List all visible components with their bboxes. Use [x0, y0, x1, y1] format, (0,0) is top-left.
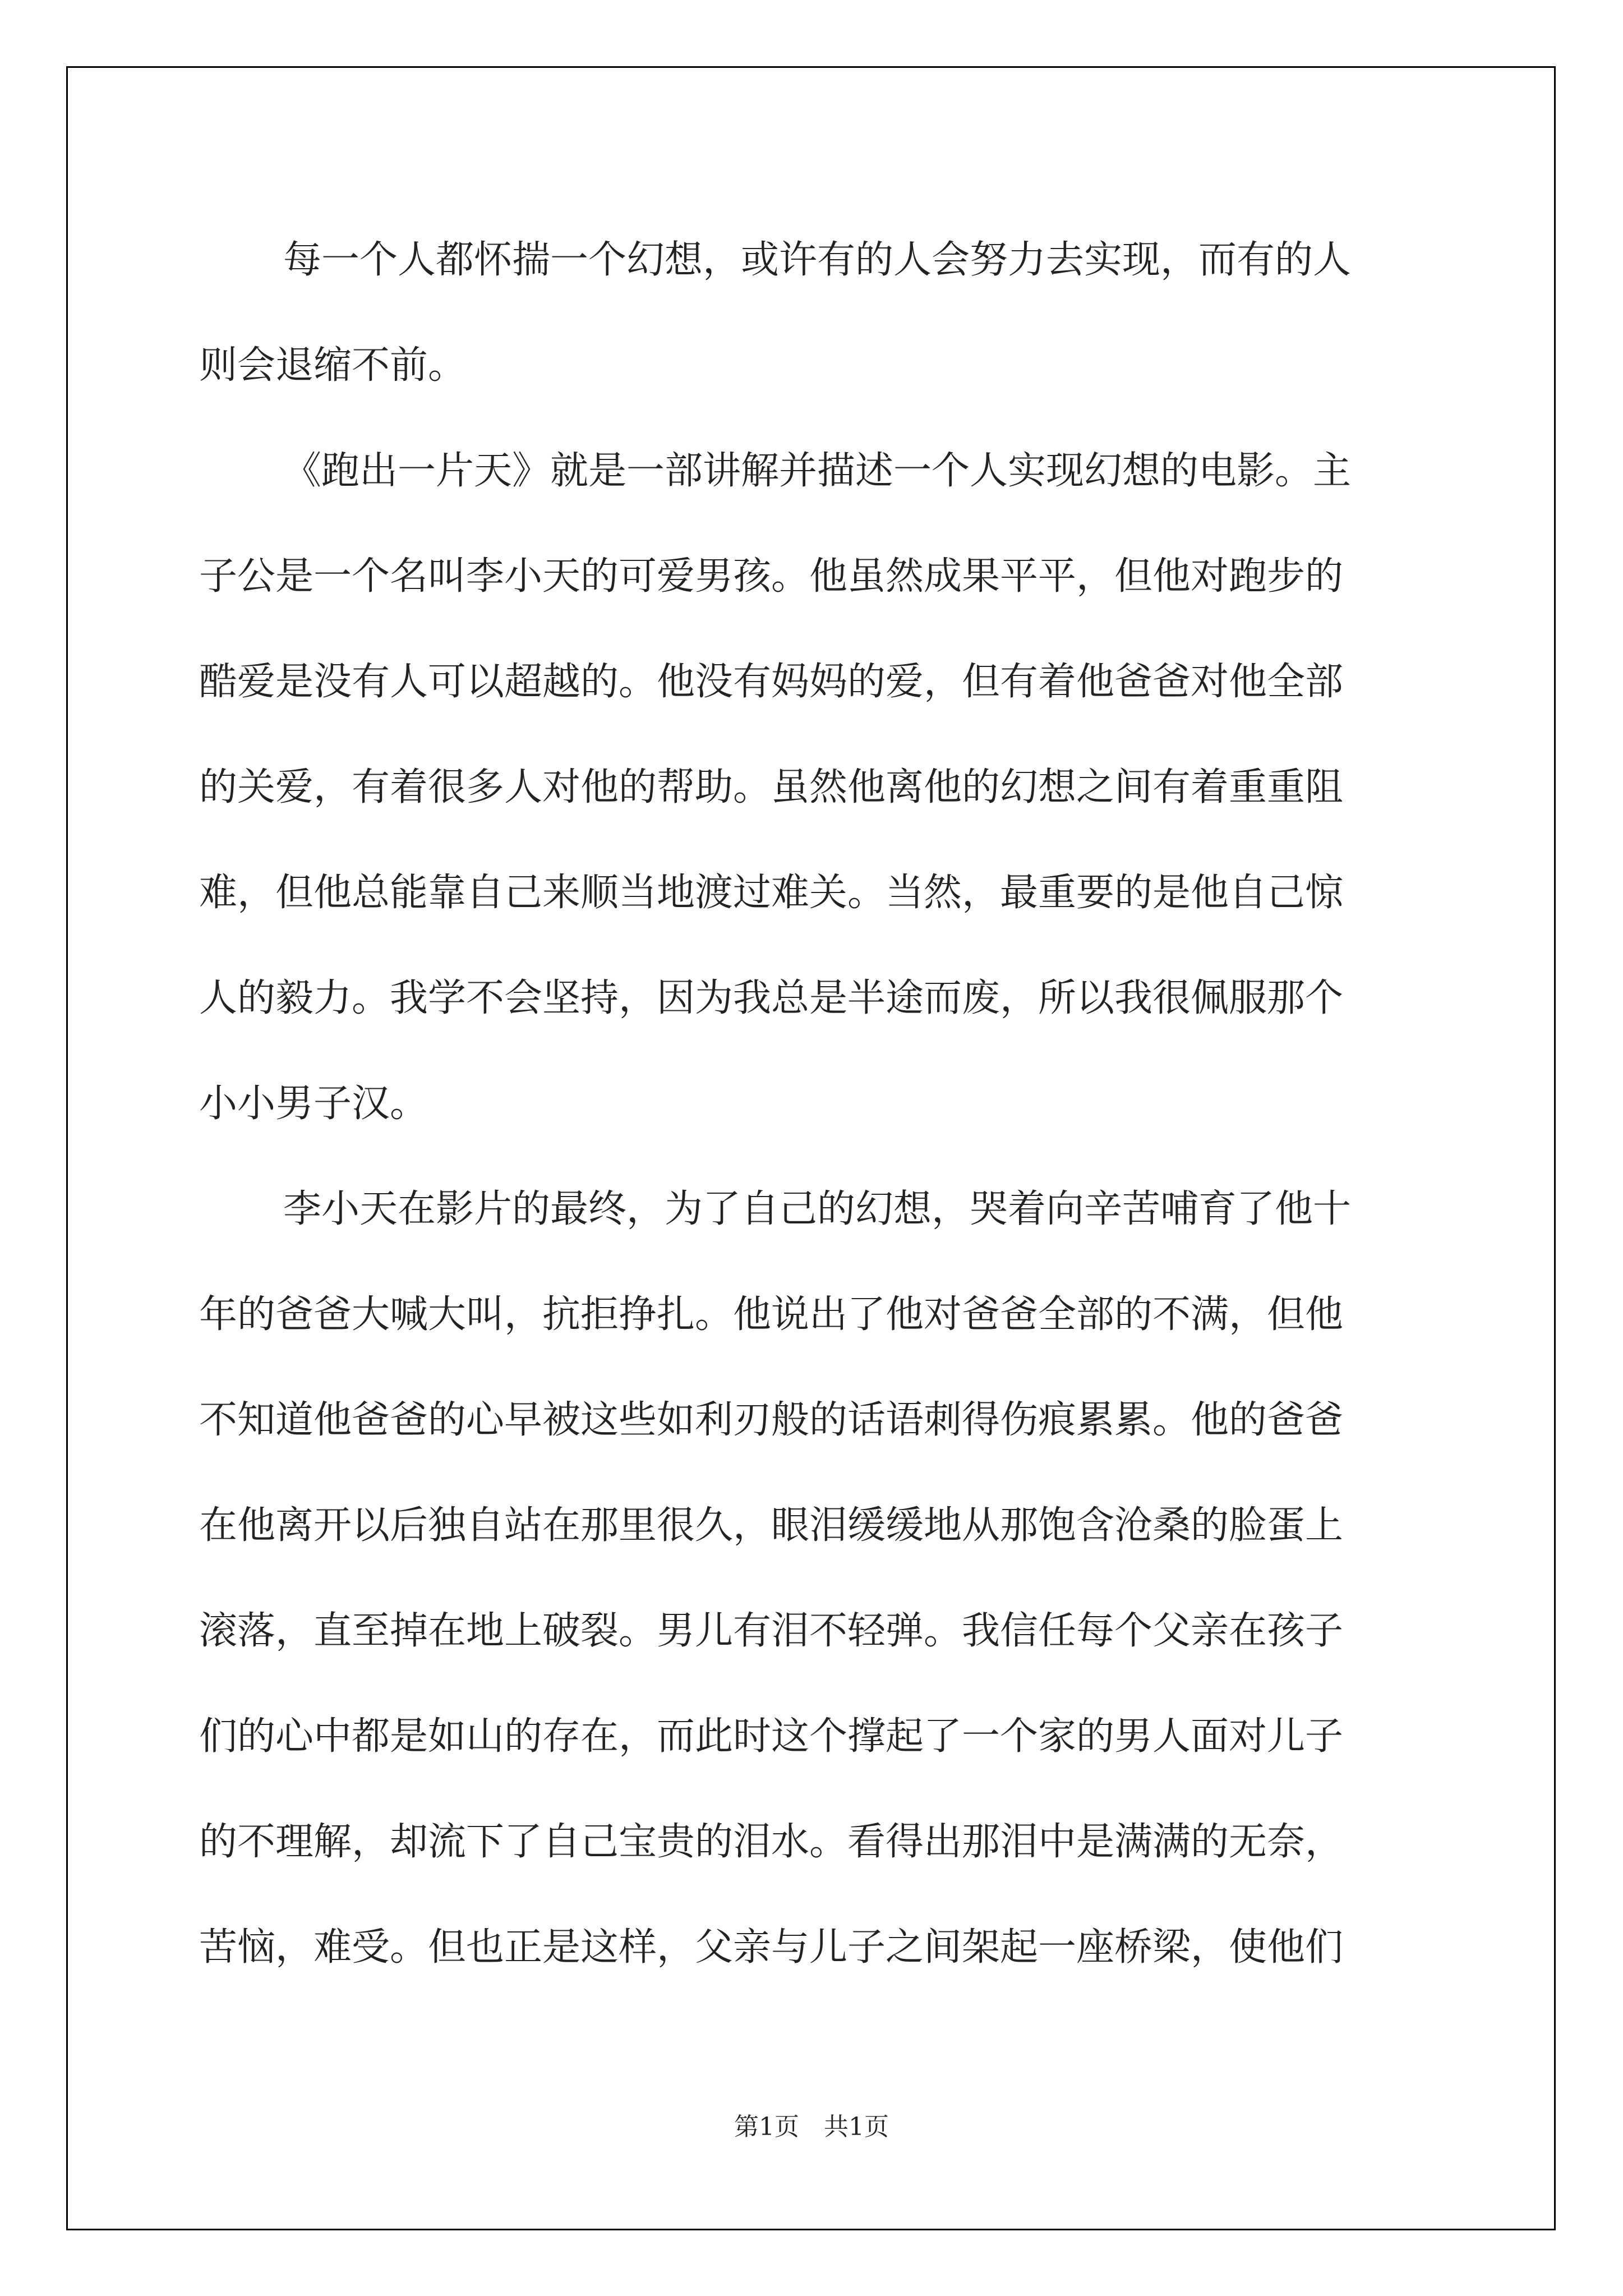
- paragraph-2-line-4: 的关爱，有着很多人对他的帮助。虽然他离他的幻想之间有着重重阻: [199, 765, 1344, 809]
- paragraph-3-line-6: 们的心中都是如山的存在，而此时这个撑起了一个家的男人面对儿子: [199, 1714, 1344, 1759]
- paragraph-2-line-2: 子公是一个名叫李小天的可爱男孩。他虽然成果平平，但他对跑步的: [199, 554, 1344, 599]
- paragraph-3-line-3: 不知道他爸爸的心早被这些如利刃般的话语刺得伤痕累累。他的爸爸: [199, 1398, 1344, 1442]
- paragraph-3-line-7: 的不理解，却流下了自己宝贵的泪水。看得出那泪中是满满的无奈，: [199, 1820, 1344, 1864]
- paragraph-1-line-2: 则会退缩不前。: [199, 343, 467, 388]
- page-footer: 第1页 共1页: [734, 2113, 889, 2141]
- paragraph-3-line-4: 在他离开以后独自站在那里很久，眼泪缓缓地从那饱含沧桑的脸蛋上: [199, 1503, 1344, 1548]
- paragraph-2-line-3: 酷爱是没有人可以超越的。他没有妈妈的爱，但有着他爸爸对他全部: [199, 660, 1344, 704]
- paragraph-2-line-1: 《跑出一片天》就是一部讲解并描述一个人实现幻想的电影。主: [283, 449, 1352, 493]
- document-body: [199, 208, 1433, 2000]
- paragraph-3-line-8: 苦恼，难受。但也正是这样，父亲与儿子之间架起一座桥梁，使他们: [199, 1925, 1344, 1970]
- paragraph-1-line-1: 每一个人都怀揣一个幻想，或许有的人会努力去实现，而有的人: [283, 238, 1352, 282]
- paragraph-3-line-5: 滚落，直至掉在地上破裂。男儿有泪不轻弹。我信任每个父亲在孩子: [199, 1609, 1344, 1653]
- paragraph-2-line-5: 难，但他总能靠自己来顺当地渡过难关。当然，最重要的是他自己惊: [199, 871, 1344, 915]
- paragraph-2-line-7: 小小男子汉。: [199, 1082, 428, 1126]
- paragraph-2-line-6: 人的毅力。我学不会坚持，因为我总是半途而废，所以我很佩服那个: [199, 976, 1344, 1020]
- paragraph-3-line-1: 李小天在影片的最终，为了自己的幻想，哭着向辛苦哺育了他十: [283, 1187, 1352, 1231]
- paragraph-3-line-2: 年的爸爸大喊大叫，抗拒挣扎。他说出了他对爸爸全部的不满，但他: [199, 1292, 1344, 1337]
